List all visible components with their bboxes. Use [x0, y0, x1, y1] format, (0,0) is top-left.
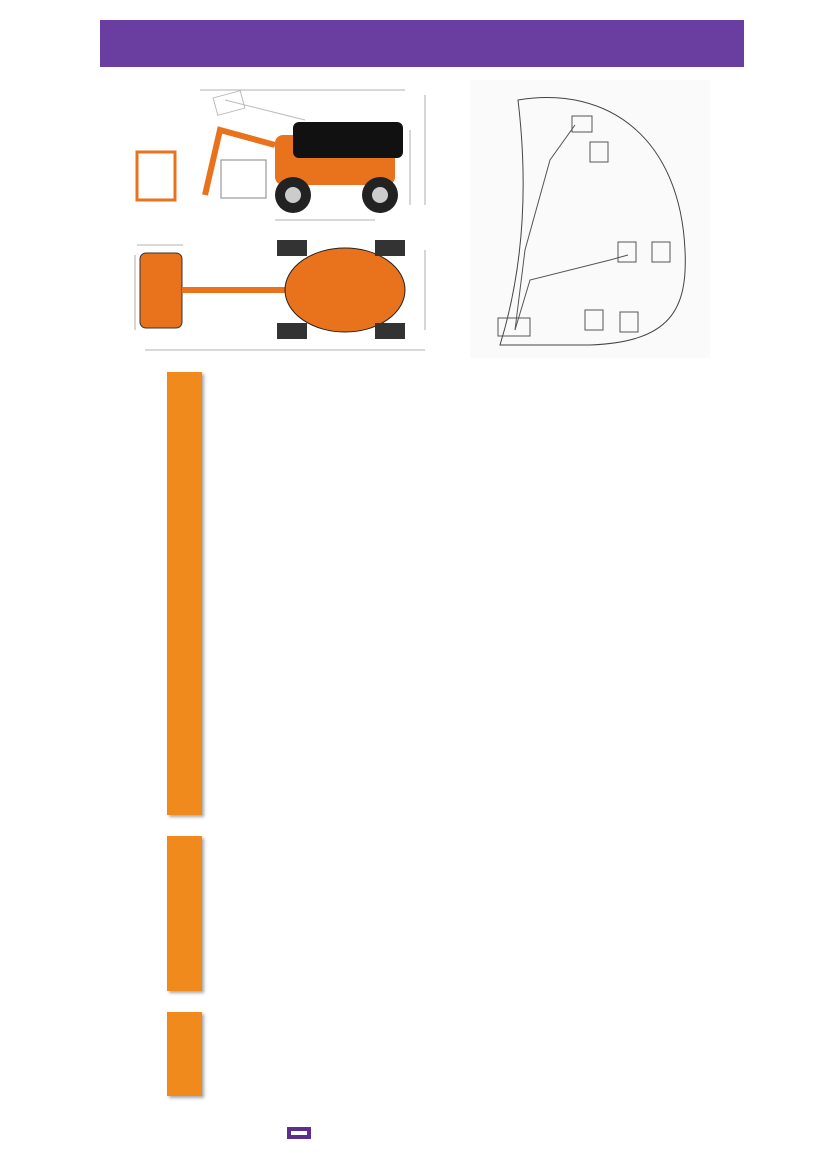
- spec-table-performance: [167, 836, 659, 991]
- range-diagram: [470, 80, 710, 358]
- table3-orange-column: [167, 1012, 202, 1096]
- title-bar: [100, 20, 744, 67]
- side-view-drawing: [125, 80, 445, 230]
- table2-orange-column: [167, 836, 202, 991]
- spec-table-engine: [167, 1012, 659, 1096]
- logo-box-text: [287, 1127, 311, 1139]
- top-view-drawing: [125, 235, 445, 355]
- turret-top: [285, 248, 405, 332]
- move4u-logo: [287, 1102, 319, 1164]
- platform-top: [140, 253, 182, 328]
- spec-table-dimensions: [167, 372, 659, 815]
- table1-orange-column: [167, 372, 202, 815]
- platform-basket: [137, 152, 175, 200]
